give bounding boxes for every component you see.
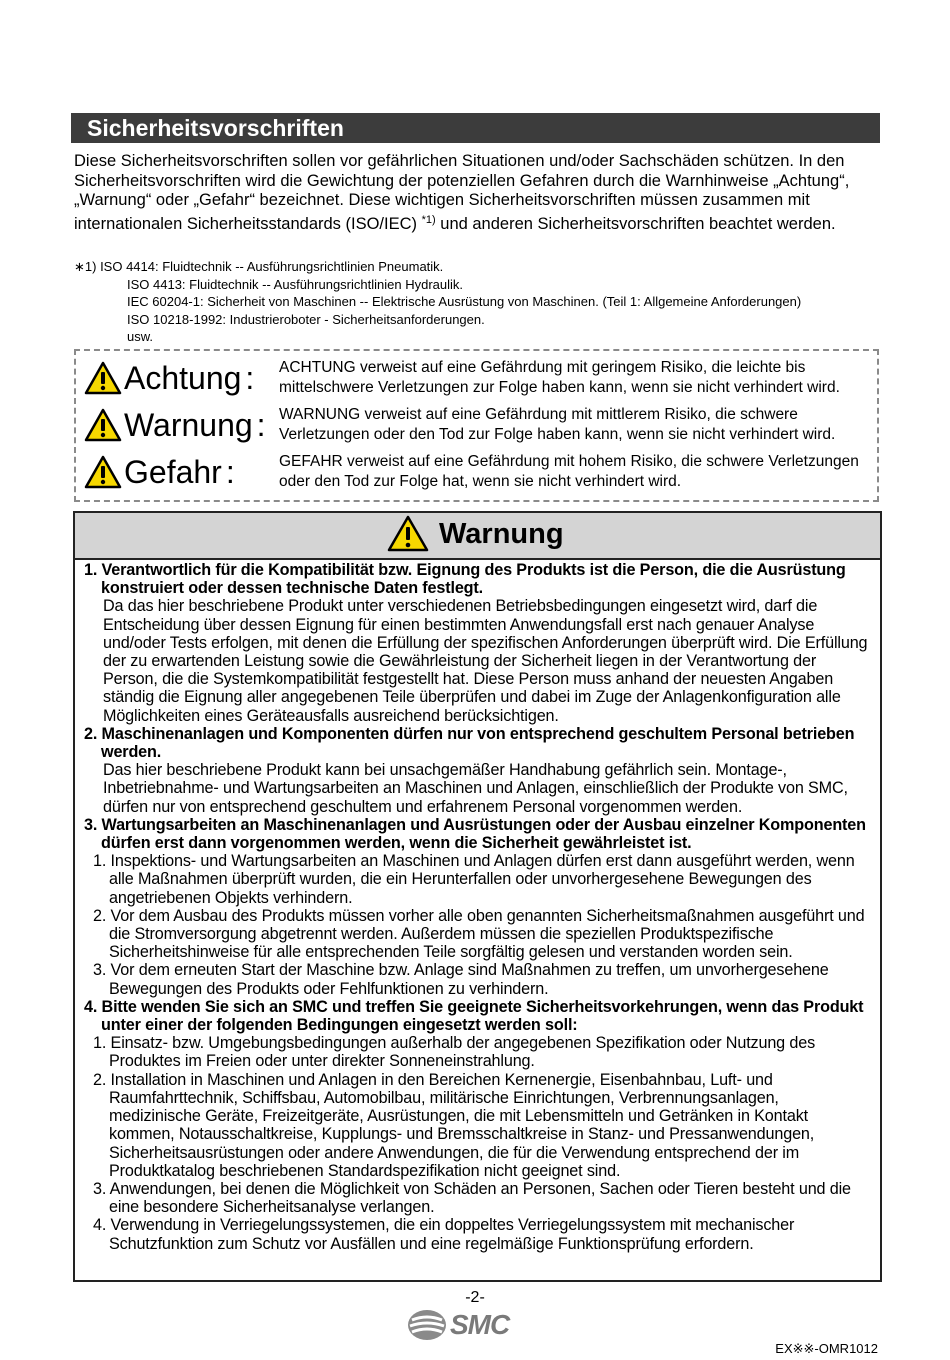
hazard-word: Gefahr [124, 453, 222, 490]
reference-item: IEC 60204-1: Sicherheit von Maschinen -- Elektrische Ausrüstung von Maschinen. (Teil 1: Allgemeine Anforderungen) [127, 294, 802, 309]
section-title: Sicherheitsvorschriften [87, 115, 344, 141]
hazard-colon: : [225, 453, 235, 490]
hazard-row-gefahr [76, 449, 877, 495]
logo-text: SMC [450, 1309, 510, 1340]
hazard-colon: : [256, 406, 266, 443]
warning-triangle-icon [84, 455, 122, 489]
intro-paragraph [74, 152, 884, 234]
intro-text-end: und anderen Sicherheitsvorschriften beachtet werden. [440, 214, 836, 233]
warning-item-heading: 4. Bitte wenden Sie sich an SMC und treffen Sie geeignete Sicherheitsvorkehrungen, wenn das Produkt unter einer der folgenden Bedingungen eingesetzt werden soll: [84, 997, 864, 1035]
warning-subitem: 1. Inspektions- und Wartungsarbeiten an Maschinen und Anlagen dürfen erst dann ausgeführt werden, wenn alle Maßnahmen überprüft wurden, die ein Herunterfallen oder unvorhergesehene Bewegungen des angetriebenen Objekts verhindern. [93, 852, 855, 907]
warning-subitem: 1. Einsatz- bzw. Umgebungsbedingungen außerhalb der angegebenen Spezifikation oder Nutzung des Produktes im Freien oder unter direkter Sonneneinstrahlung. [93, 1034, 816, 1071]
smc-logo [406, 1308, 509, 1342]
warning-subitem: 2. Vor dem Ausbau des Produkts müssen vorher alle oben genannten Sicherheitsmaßnahmen ausgeführt und die Stromversorgung abgetrennt werden. Außerdem müssen die speziellen Produktspezifische Sicherheitshinweise für alle entsprechenden Teile sorgfältig gelesen und verstanden worden sein. [93, 906, 865, 962]
warning-body [84, 561, 874, 1253]
warning-subitem: 4. Verwendung in Verriegelungssystemen, die ein doppeltes Verriegelungssystem mit mechanischer Schutzfunktion zum Schutz vor Ausfällen und eine regelmäßige Funktionsprüfung erfordern. [93, 1216, 795, 1253]
warning-item-heading: 2. Maschinenanlagen und Komponenten dürfen nur von entsprechend geschultem Personal betrieben werden. [84, 724, 855, 762]
hazard-description: GEFAHR verweist auf eine Gefährdung mit hohem Risiko, die schwere Verletzungen oder den Tod zur Folge hat, wenn sie nicht verhindert wird. [279, 453, 859, 490]
reference-list [74, 258, 801, 346]
warning-item-body: Da das hier beschriebene Produkt unter verschiedenen Betriebsbedingungen eingesetzt wird, darf die Entscheidung über dessen Eignung für einen bestimmten Anwendungsfall erst nach genauer Analyse und/oder Tests erfolgen, mit denen die Erfüllung der spezifischen Anforderungen überprüft wird. Die Erfüllung der zu erwartenden Leistung sowie die Gewährleistung der Sicherheit liegen in der Verantwortung der Person, die die Systemkompatibilität festgestellt hat. Diese Person muss anhand der neuesten Angaben ständig die Eignung aller angegebenen Teile überprüfen und dabei im Zuge der Anlagenkonfiguration alle Möglichkeiten eines Geräteausfalls ausreichend berücksichtigen. [103, 597, 868, 725]
reference-item: ISO 10218-1992: Industrieroboter - Sicherheitsanforderungen. [127, 311, 485, 327]
warning-item-body: Das hier beschriebene Produkt kann bei unsachgemäßer Handhabung gefährlich sein. Montage-, Inbetriebnahme- und Wartungsarbeiten an Maschinen und Anlagen, einschließlich der Produkte von SMC, dürfen nur von entsprechend geschultem und erfahrenem Personal vorgenommen werden. [103, 761, 848, 816]
document-code: EX※※-OMR1012 [775, 1341, 878, 1356]
hazard-level-box [74, 349, 879, 502]
hazard-row-achtung [76, 355, 877, 401]
footnote-mark: *1) [421, 213, 436, 226]
intro-text: Diese Sicherheitsvorschriften sollen vor gefährlichen Situationen und/oder Sachschäden schützen. In den Sicherheitsvorschriften wird die Gewichtung der potenziellen Gefahren durch die Warnhinweise „Achtung“, „Warnung“ oder „Gefahr“ bezeichnet. Diese wichtigen Sicherheitsvorschriften müssen zusammen mit internationalen Sicherheitsstandards (ISO/IEC) [74, 152, 850, 233]
warning-subitem: 2. Installation in Maschinen und Anlagen in den Bereichen Kernenergie, Eisenbahnbau, Luft- und Raumfahrttechnik, Schiffsbau, Automobilbau, militärische Einrichtungen, Verbrennungsanlagen, medizinische Geräte, Freizeitgeräte, Ausrüstungen, die mit Lebensmitteln und Getränken in Kontakt kommen, Notausschaltkreise, Kupplungs- und Bremsschaltkreise in Stanz- und Pressanwendungen, Sicherheitsausrüstungen oder andere Anwendungen, die für die Verwendung entsprechend der im Produktkatalog beschriebenen Standardspezifikation nicht geeignet sind. [93, 1070, 815, 1180]
page-number: -2- [465, 1289, 485, 1306]
reference-item: usw. [127, 329, 154, 344]
warning-item-heading: 3. Wartungsarbeiten an Maschinenanlagen und Ausrüstungen oder der Ausbau einzelner Komponenten dürfen erst dann vorgenommen werden, wenn die Sicherheit gewährleistet ist. [84, 815, 866, 853]
warning-triangle-icon [387, 515, 429, 553]
hazard-colon: : [245, 359, 255, 396]
smc-logo-icon [406, 1308, 448, 1342]
hazard-title [84, 355, 254, 401]
warning-header [75, 513, 880, 560]
hazard-title [84, 449, 235, 495]
hazard-row-warnung [76, 402, 877, 448]
hazard-title [84, 402, 266, 448]
warning-item-heading: 1. Verantwortlich für die Kompatibilität bzw. Eignung des Produkts ist die Person, die die Ausrüstung konstruiert oder dessen technische Daten festlegt. [84, 561, 846, 598]
warning-triangle-icon [84, 361, 122, 395]
warning-box [73, 511, 882, 1282]
hazard-description: ACHTUNG verweist auf eine Gefährdung mit geringem Risiko, die leichte bis mittelschwere Verletzungen zur Folge haben kann, wenn sie nicht verhindert wird. [279, 359, 840, 396]
section-title-bar [71, 113, 880, 143]
warning-title: Warnung [439, 517, 564, 550]
hazard-word: Achtung [124, 359, 242, 396]
warning-subitem: 3. Anwendungen, bei denen die Möglichkeit von Schäden an Personen, Sachen oder Tieren besteht und die eine besondere Sicherheitsanalyse verlangen. [93, 1179, 851, 1217]
hazard-description: WARNUNG verweist auf eine Gefährdung mit mittlerem Risiko, die schwere Verletzungen oder den Tod zur Folge haben kann, wenn sie nicht verhindert wird. [279, 406, 836, 443]
hazard-word: Warnung [124, 406, 253, 443]
reference-item: ISO 4413: Fluidtechnik -- Ausführungsrichtlinien Hydraulik. [127, 276, 463, 292]
warning-subitem: 3. Vor dem erneuten Start der Maschine bzw. Anlage sind Maßnahmen zu treffen, um unvorhergesehene Bewegungen des Produkts oder Fehlfunktionen zu verhindern. [93, 961, 829, 998]
reference-item: ∗1) ISO 4414: Fluidtechnik -- Ausführungsrichtlinien Pneumatik. [74, 259, 444, 274]
warning-triangle-icon [84, 408, 122, 442]
